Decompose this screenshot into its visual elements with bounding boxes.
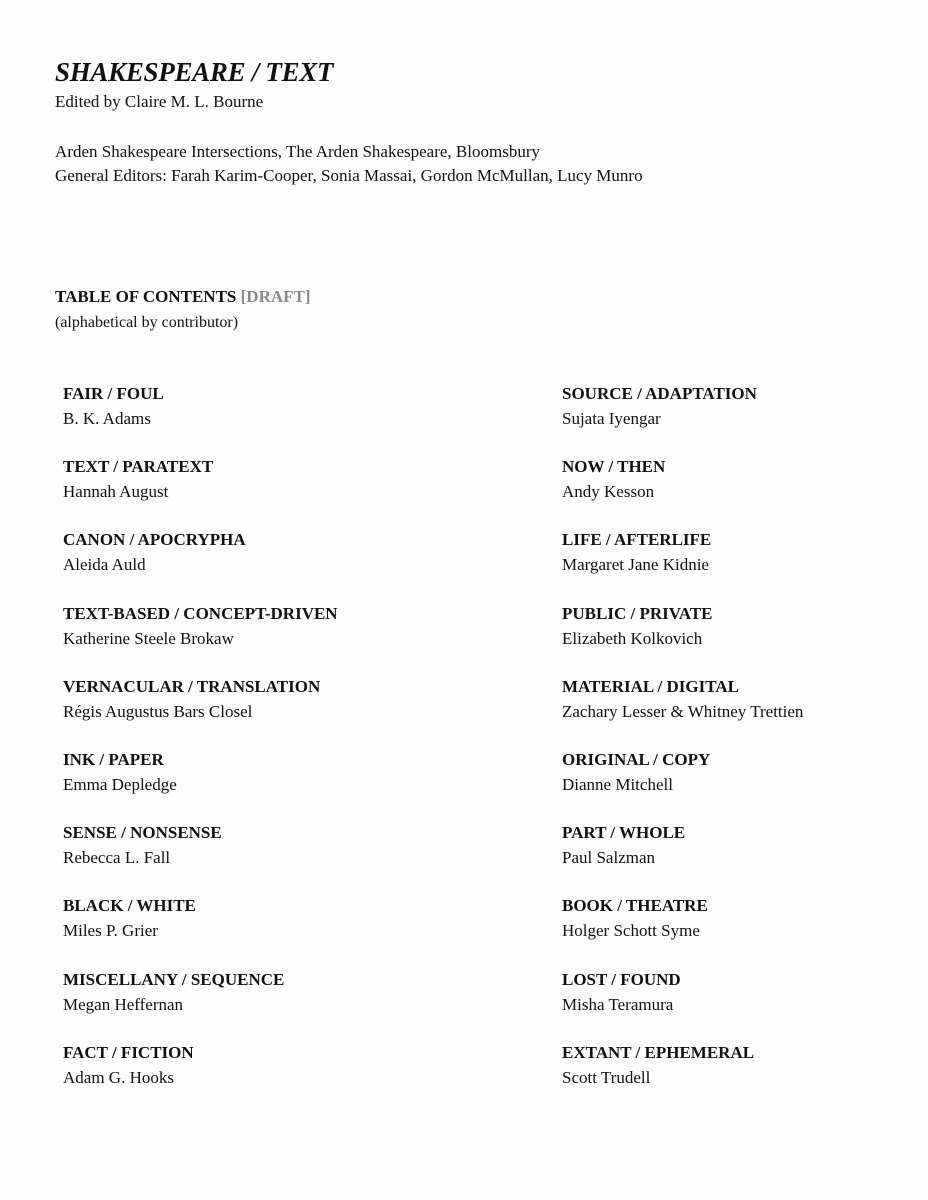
toc-entry	[63, 968, 443, 1041]
general-editors-line: General Editors: Farah Karim-Cooper, Sonia Massai, Gordon McMullan, Lucy Munro	[55, 166, 643, 185]
entry-author: Margaret Jane Kidnie	[562, 555, 709, 575]
entry-title: INK / PAPER	[63, 749, 164, 769]
toc-entry	[562, 894, 902, 967]
toc-entry	[562, 528, 902, 601]
toc-entry	[562, 968, 902, 1041]
toc-entry	[63, 675, 443, 748]
entry-author: Megan Heffernan	[63, 994, 184, 1014]
entry-title: ORIGINAL / COPY	[562, 749, 711, 769]
toc-entry	[562, 1041, 902, 1114]
entry-author: Adam G. Hooks	[63, 1067, 174, 1087]
entry-author: Zachary Lesser & Whitney Trettien	[562, 701, 804, 721]
entry-author: Dianne Mitchell	[562, 774, 673, 794]
toc-note: (alphabetical by contributor)	[55, 314, 239, 331]
entry-title: MISCELLANY / SEQUENCE	[63, 969, 285, 989]
entry-author: B. K. Adams	[63, 409, 151, 428]
entry-title: PART / WHOLE	[562, 823, 686, 843]
entry-title: LIFE / AFTERLIFE	[562, 530, 712, 550]
toc-entry	[63, 602, 443, 675]
entry-title: TEXT / PARATEXT	[63, 457, 214, 477]
entry-author: Elizabeth Kolkovich	[562, 628, 703, 648]
entry-author: Scott Trudell	[562, 1067, 651, 1087]
entry-author: Andy Kesson	[562, 482, 655, 502]
entry-title: FAIR / FOUL	[63, 384, 164, 403]
entry-author: Paul Salzman	[562, 848, 656, 868]
toc-entry	[63, 528, 443, 601]
entry-author: Emma Depledge	[63, 774, 177, 794]
entry-title: TEXT-BASED / CONCEPT-DRIVEN	[63, 603, 338, 623]
entry-title: PUBLIC / PRIVATE	[562, 603, 713, 623]
entry-author: Rebecca L. Fall	[63, 848, 171, 868]
toc-entry	[562, 455, 902, 528]
toc-entry	[63, 894, 443, 967]
entry-title: BLACK / WHITE	[63, 896, 196, 916]
entry-title: MATERIAL / DIGITAL	[562, 676, 739, 696]
toc-column-right	[562, 382, 902, 1114]
entry-author: Holger Schott Syme	[562, 921, 700, 941]
entry-author: Aleida Auld	[63, 555, 146, 575]
toc-entry	[63, 455, 443, 528]
entry-author: Misha Teramura	[562, 994, 674, 1014]
editor-line: Edited by Claire M. L. Bourne	[55, 92, 264, 111]
toc-entry	[562, 675, 902, 748]
toc-entry	[562, 382, 902, 455]
entry-author: Hannah August	[63, 482, 169, 502]
entry-author: Miles P. Grier	[63, 921, 158, 941]
toc-entry	[63, 748, 443, 821]
entry-title: NOW / THEN	[562, 457, 666, 477]
entry-author: Sujata Iyengar	[562, 409, 661, 428]
toc-entry	[562, 602, 902, 675]
entry-title: FACT / FICTION	[63, 1042, 194, 1062]
entry-title: VERNACULAR / TRANSLATION	[63, 676, 321, 696]
series-line: Arden Shakespeare Intersections, The Arden Shakespeare, Bloomsbury	[55, 142, 540, 161]
entry-title: SENSE / NONSENSE	[63, 823, 222, 843]
entry-title: SOURCE / ADAPTATION	[562, 384, 757, 403]
toc-entry	[562, 748, 902, 821]
toc-column-left	[63, 382, 443, 1114]
entry-title: LOST / FOUND	[562, 969, 681, 989]
toc-entry	[63, 382, 443, 455]
toc-entry	[63, 1041, 443, 1114]
book-title: SHAKESPEARE / TEXT	[55, 57, 334, 87]
draft-label: [DRAFT]	[240, 287, 311, 306]
toc-entry	[63, 821, 443, 894]
entry-author: Régis Augustus Bars Closel	[63, 701, 253, 721]
toc-heading	[55, 285, 311, 309]
toc-entry	[562, 821, 902, 894]
entry-author: Katherine Steele Brokaw	[63, 628, 234, 648]
entry-title: BOOK / THEATRE	[562, 896, 708, 916]
toc-heading-label: TABLE OF CONTENTS	[55, 287, 237, 306]
entry-title: CANON / APOCRYPHA	[63, 530, 246, 550]
entry-title: EXTANT / EPHEMERAL	[562, 1042, 755, 1062]
